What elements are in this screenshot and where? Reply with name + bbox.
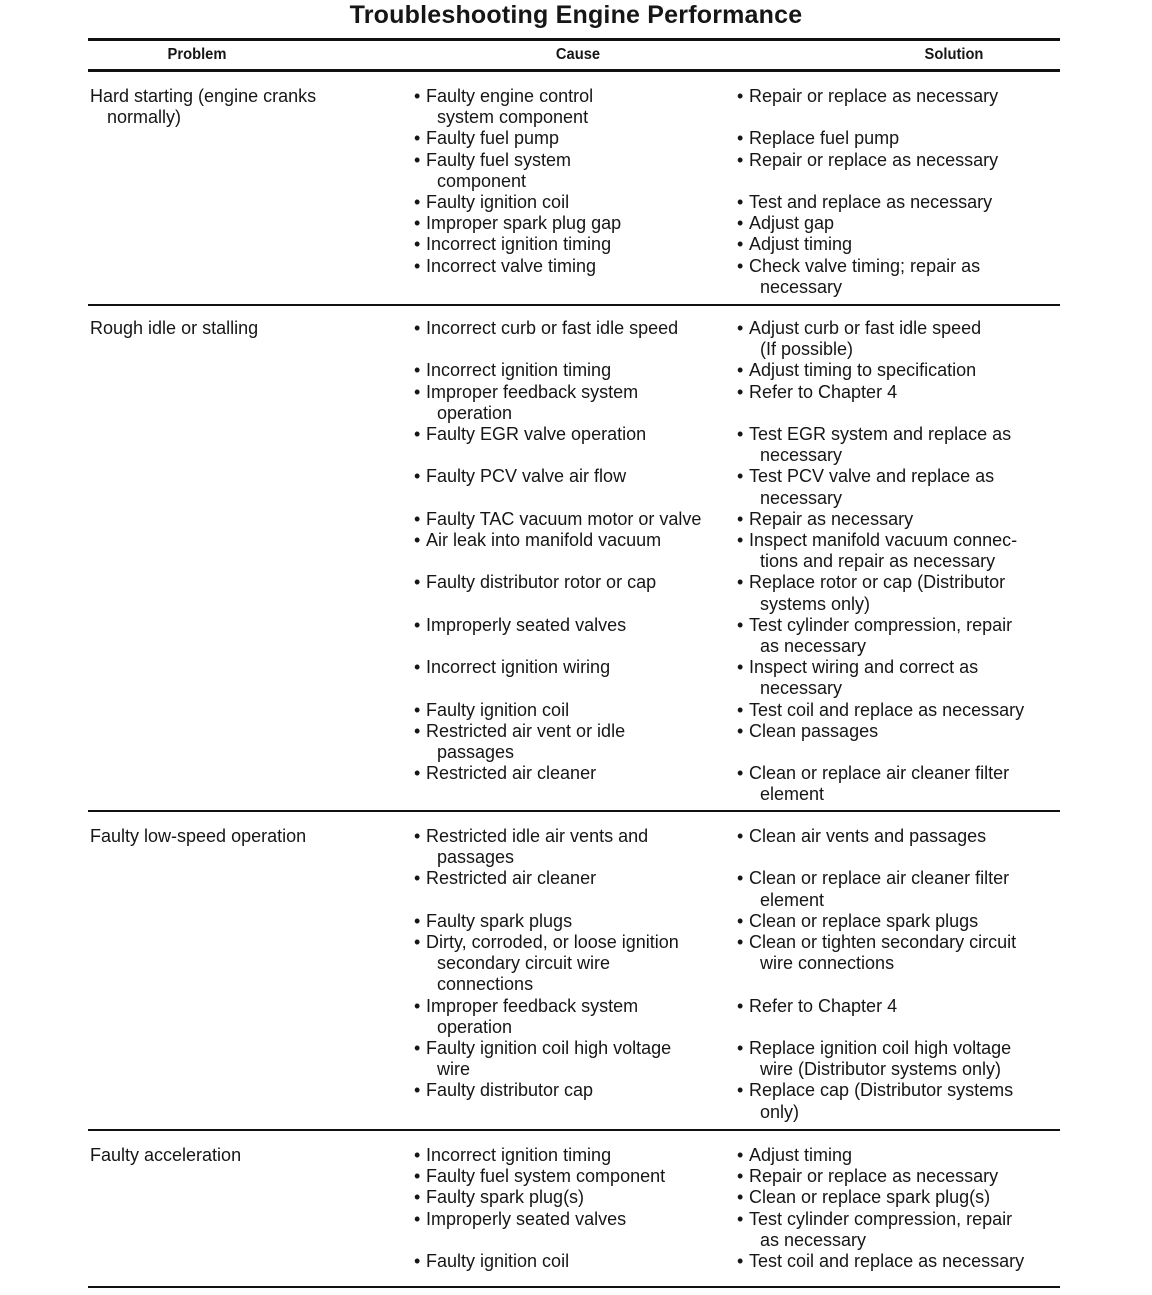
cause-text: Faulty spark plugs	[426, 910, 573, 931]
bullet-icon: •	[414, 381, 421, 402]
solution-text: element	[760, 784, 825, 805]
solution-item	[737, 721, 1037, 763]
solution-item	[737, 192, 1037, 213]
cause-text: Faulty engine control	[426, 86, 594, 106]
bullet-icon: •	[414, 657, 421, 678]
section-divider	[88, 1286, 1060, 1288]
cause-text: Dirty, corroded, or loose ignition	[426, 931, 679, 952]
solution-text: necessary	[760, 678, 843, 699]
solution-text: as necessary	[760, 1229, 867, 1250]
cause-text: Air leak into manifold vacuum	[426, 529, 662, 550]
cause-item	[414, 1251, 714, 1272]
solution-item	[737, 256, 1037, 298]
solution-text: wire (Distributor systems only)	[760, 1059, 1002, 1080]
solution-text: Repair as necessary	[749, 508, 914, 529]
bullet-icon: •	[737, 381, 744, 402]
bullet-icon: •	[414, 1208, 421, 1229]
bullet-icon: •	[414, 149, 421, 170]
cause-item	[414, 1080, 714, 1122]
solution-item	[737, 932, 1037, 996]
cause-item	[414, 382, 714, 424]
cause-item	[414, 763, 714, 805]
solution-text: Adjust gap	[749, 213, 835, 234]
solution-item	[737, 128, 1037, 149]
section-divider	[88, 810, 1060, 812]
cause-text: Faulty fuel system component	[426, 1166, 666, 1187]
cause-item	[414, 932, 714, 996]
cause-item	[414, 150, 714, 192]
solution-text: necessary	[760, 445, 843, 466]
header-solution: Solution	[924, 46, 984, 63]
solution-column	[737, 1145, 1037, 1272]
bullet-icon: •	[414, 191, 421, 212]
bullet-icon: •	[414, 763, 421, 784]
cause-item	[414, 1166, 714, 1187]
problem-label: Faulty low-speed operation	[90, 826, 307, 846]
cause-text: Improper feedback system	[426, 995, 639, 1016]
bullet-icon: •	[737, 213, 744, 234]
bullet-icon: •	[414, 255, 421, 276]
bullet-icon: •	[737, 720, 744, 741]
bullet-icon: •	[737, 255, 744, 276]
solution-column	[737, 318, 1037, 805]
cause-item	[414, 128, 714, 149]
cause-item	[414, 1209, 714, 1251]
cause-text: Restricted air cleaner	[426, 763, 597, 784]
cause-text: Incorrect ignition timing	[426, 360, 612, 381]
cause-text: component	[437, 170, 527, 191]
bullet-icon: •	[737, 86, 744, 106]
bullet-icon: •	[414, 931, 421, 952]
solution-text: tions and repair as necessary	[760, 551, 996, 572]
cause-text: Faulty ignition coil	[426, 1250, 570, 1271]
bullet-icon: •	[414, 720, 421, 741]
bullet-icon: •	[737, 657, 744, 678]
solution-item	[737, 615, 1037, 657]
bullet-icon: •	[414, 1080, 421, 1101]
cause-item	[414, 234, 714, 255]
bullet-icon: •	[737, 1037, 744, 1058]
solution-item	[737, 572, 1037, 614]
solution-text: Clean or replace spark plugs	[749, 910, 979, 931]
bullet-icon: •	[414, 1037, 421, 1058]
bullet-icon: •	[737, 1145, 744, 1165]
solution-text: Check valve timing; repair as	[749, 255, 981, 276]
bullet-icon: •	[737, 995, 744, 1016]
bullet-icon: •	[737, 1250, 744, 1271]
solution-text: Inspect manifold vacuum connec-	[749, 529, 1018, 550]
solution-item	[737, 234, 1037, 255]
problem-label: Hard starting (engine cranks normally)	[90, 86, 317, 128]
solution-text: Clean or replace spark plug(s)	[749, 1187, 991, 1208]
cause-text: Improper feedback system	[426, 381, 639, 402]
bullet-icon: •	[737, 234, 744, 255]
bullet-icon: •	[737, 931, 744, 952]
cause-text: operation	[437, 402, 513, 423]
cause-text: Improperly seated valves	[426, 1208, 627, 1229]
cause-item	[414, 868, 714, 910]
solution-item	[737, 382, 1037, 424]
header-rule	[88, 69, 1060, 72]
solution-text: Replace fuel pump	[749, 128, 900, 149]
bullet-icon: •	[414, 86, 421, 106]
solution-text: Refer to Chapter 4	[749, 381, 898, 402]
bullet-icon: •	[414, 234, 421, 255]
page-title: Troubleshooting Engine Performance	[349, 1, 803, 29]
solution-item	[737, 213, 1037, 234]
cause-text: Incorrect curb or fast idle speed	[426, 318, 679, 338]
cause-item	[414, 1038, 714, 1080]
solution-text: Test EGR system and replace as	[749, 423, 1012, 444]
bullet-icon: •	[414, 318, 421, 338]
cause-text: Incorrect valve timing	[426, 255, 597, 276]
solution-item	[737, 1251, 1037, 1272]
header-problem: Problem	[167, 46, 227, 63]
solution-text: (If possible)	[760, 339, 854, 360]
cause-column	[414, 318, 714, 805]
bullet-icon: •	[414, 508, 421, 529]
solution-text: Repair or replace as necessary	[749, 86, 999, 106]
solution-item	[737, 1080, 1037, 1122]
bullet-icon: •	[737, 508, 744, 529]
cause-text: secondary circuit wire	[437, 953, 611, 974]
solution-text: Test cylinder compression, repair	[749, 614, 1013, 635]
cause-column	[414, 826, 714, 1123]
cause-item	[414, 509, 714, 530]
solution-text: Replace ignition coil high voltage	[749, 1037, 1012, 1058]
cause-column	[414, 1145, 714, 1272]
bullet-icon: •	[414, 213, 421, 234]
bullet-icon: •	[737, 763, 744, 784]
cause-item	[414, 424, 714, 466]
solution-item	[737, 911, 1037, 932]
solution-text: Clean or replace air cleaner filter	[749, 868, 1010, 889]
solution-text: Clean or tighten secondary circuit	[749, 931, 1017, 952]
cause-item	[414, 700, 714, 721]
solution-text: Test coil and replace as necessary	[749, 699, 1025, 720]
solution-item	[737, 318, 1037, 360]
cause-text: passages	[437, 847, 515, 868]
problem-label: Rough idle or stalling	[90, 318, 259, 338]
cause-text: Faulty TAC vacuum motor or valve	[426, 508, 702, 529]
solution-item	[737, 868, 1037, 910]
solution-item	[737, 700, 1037, 721]
solution-text: Adjust timing to specification	[749, 360, 977, 381]
bullet-icon: •	[414, 699, 421, 720]
bullet-icon: •	[737, 868, 744, 889]
solution-text: Test PCV valve and replace as	[749, 466, 995, 487]
cause-item	[414, 615, 714, 657]
cause-text: Faulty ignition coil high voltage	[426, 1037, 672, 1058]
cause-item	[414, 1145, 714, 1166]
bullet-icon: •	[414, 868, 421, 889]
cause-text: wire	[437, 1059, 471, 1080]
cause-text: Faulty spark plug(s)	[426, 1187, 585, 1208]
bullet-icon: •	[414, 995, 421, 1016]
bullet-icon: •	[737, 466, 744, 487]
cause-text: Faulty EGR valve operation	[426, 423, 647, 444]
bullet-icon: •	[737, 529, 744, 550]
cause-item	[414, 911, 714, 932]
solution-item	[737, 1209, 1037, 1251]
cause-item	[414, 318, 714, 360]
bullet-icon: •	[414, 423, 421, 444]
cause-item	[414, 192, 714, 213]
top-rule	[88, 38, 1060, 41]
cause-item	[414, 213, 714, 234]
bullet-icon: •	[737, 1080, 744, 1101]
solution-item	[737, 86, 1037, 128]
solution-item	[737, 996, 1037, 1038]
cause-item	[414, 1187, 714, 1208]
cause-text: Restricted idle air vents and	[426, 826, 649, 846]
solution-text: Inspect wiring and correct as	[749, 657, 979, 678]
bullet-icon: •	[414, 1250, 421, 1271]
solution-item	[737, 657, 1037, 699]
solution-text: Repair or replace as necessary	[749, 1166, 999, 1187]
cause-text: Faulty ignition coil	[426, 191, 570, 212]
bullet-icon: •	[737, 1187, 744, 1208]
bullet-icon: •	[737, 149, 744, 170]
bullet-icon: •	[414, 466, 421, 487]
solution-item	[737, 1187, 1037, 1208]
cause-item	[414, 996, 714, 1038]
section-divider	[88, 1129, 1060, 1131]
bullet-icon: •	[737, 318, 744, 338]
solution-item	[737, 150, 1037, 192]
bullet-icon: •	[414, 360, 421, 381]
solution-text: Adjust timing	[749, 1145, 853, 1165]
solution-text: Repair or replace as necessary	[749, 149, 999, 170]
solution-item	[737, 424, 1037, 466]
bullet-icon: •	[414, 826, 421, 846]
solution-item	[737, 826, 1037, 868]
solution-column	[737, 826, 1037, 1123]
solution-text: Test and replace as necessary	[749, 191, 993, 212]
solution-text: systems only)	[760, 593, 871, 614]
solution-text: Refer to Chapter 4	[749, 995, 898, 1016]
cause-column	[414, 86, 714, 298]
cause-text: passages	[437, 741, 515, 762]
cause-text: Restricted air vent or idle	[426, 720, 626, 741]
solution-text: Adjust timing	[749, 234, 853, 255]
cause-text: Faulty ignition coil	[426, 699, 570, 720]
cause-text: Incorrect ignition wiring	[426, 657, 611, 678]
solution-column	[737, 86, 1037, 298]
solution-text: wire connections	[760, 953, 895, 974]
bullet-icon: •	[414, 910, 421, 931]
cause-item	[414, 657, 714, 699]
cause-text: connections	[437, 974, 534, 995]
cause-text: Faulty distributor cap	[426, 1080, 594, 1101]
cause-text: Faulty distributor rotor or cap	[426, 572, 657, 593]
solution-text: Test cylinder compression, repair	[749, 1208, 1013, 1229]
cause-item	[414, 530, 714, 572]
section-divider	[88, 304, 1060, 306]
bullet-icon: •	[737, 191, 744, 212]
solution-text: element	[760, 889, 825, 910]
cause-item	[414, 466, 714, 508]
solution-text: Replace cap (Distributor systems	[749, 1080, 1014, 1101]
cause-text: operation	[437, 1016, 513, 1037]
cause-text: Incorrect ignition timing	[426, 1145, 612, 1165]
solution-text: Clean air vents and passages	[749, 826, 987, 846]
solution-text: necessary	[760, 276, 843, 297]
bullet-icon: •	[414, 1187, 421, 1208]
solution-item	[737, 763, 1037, 805]
solution-text: necessary	[760, 487, 843, 508]
bullet-icon: •	[414, 529, 421, 550]
bullet-icon: •	[737, 614, 744, 635]
bullet-icon: •	[414, 128, 421, 149]
cause-text: Faulty fuel system	[426, 149, 572, 170]
solution-text: as necessary	[760, 635, 867, 656]
bullet-icon: •	[737, 128, 744, 149]
solution-text: only)	[760, 1101, 800, 1122]
solution-text: Clean passages	[749, 720, 879, 741]
bullet-icon: •	[414, 1145, 421, 1165]
solution-item	[737, 1166, 1037, 1187]
solution-item	[737, 530, 1037, 572]
bullet-icon: •	[737, 360, 744, 381]
bullet-icon: •	[737, 699, 744, 720]
solution-item	[737, 466, 1037, 508]
solution-item	[737, 509, 1037, 530]
cause-text: Faulty fuel pump	[426, 128, 560, 149]
bullet-icon: •	[737, 423, 744, 444]
cause-text: Incorrect ignition timing	[426, 234, 612, 255]
cause-text: system component	[437, 107, 589, 128]
problem-label: Faulty acceleration	[90, 1145, 242, 1165]
cause-item	[414, 572, 714, 614]
bullet-icon: •	[414, 1166, 421, 1187]
solution-text: Clean or replace air cleaner filter	[749, 763, 1010, 784]
cause-item	[414, 256, 714, 298]
cause-text: Improper spark plug gap	[426, 213, 622, 234]
cause-item	[414, 86, 714, 128]
bullet-icon: •	[737, 1208, 744, 1229]
cause-item	[414, 721, 714, 763]
solution-text: Adjust curb or fast idle speed	[749, 318, 982, 338]
cause-item	[414, 826, 714, 868]
cause-text: Improperly seated valves	[426, 614, 627, 635]
bullet-icon: •	[737, 572, 744, 593]
solution-text: Replace rotor or cap (Distributor	[749, 572, 1006, 593]
solution-item	[737, 1145, 1037, 1166]
header-cause: Cause	[555, 46, 601, 63]
solution-text: Test coil and replace as necessary	[749, 1250, 1025, 1271]
bullet-icon: •	[737, 826, 744, 846]
bullet-icon: •	[737, 1166, 744, 1187]
solution-item	[737, 360, 1037, 381]
cause-item	[414, 360, 714, 381]
cause-text: Faulty PCV valve air flow	[426, 466, 627, 487]
solution-item	[737, 1038, 1037, 1080]
bullet-icon: •	[737, 910, 744, 931]
bullet-icon: •	[414, 572, 421, 593]
bullet-icon: •	[414, 614, 421, 635]
cause-text: Restricted air cleaner	[426, 868, 597, 889]
